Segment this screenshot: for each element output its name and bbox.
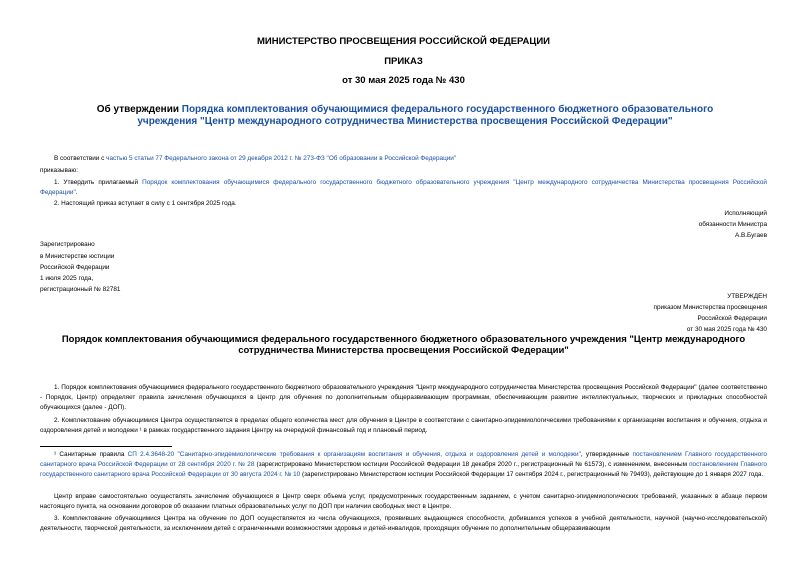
registration-line-2: в Министерстве юстиции xyxy=(40,253,115,260)
approval-line-1: УТВЕРЖДЕН xyxy=(727,293,767,300)
registration-line-4: 1 июля 2025 года, xyxy=(40,275,94,282)
item-2: 2. Настоящий приказ вступает в силу с 1 сентября 2025 года. xyxy=(54,200,237,207)
item-1-suffix: . xyxy=(75,189,78,196)
doc-type-heading: ПРИКАЗ xyxy=(384,56,423,67)
footnote-mid-1: , утвержденные xyxy=(580,451,633,458)
doc-date: от 30 мая 2025 года № 430 xyxy=(342,75,465,86)
procedure-item-2-paragraph-2: Центр вправе самостоятельно осуществлять зачисление обучающихся в Центр сверх объема услуг, предусмотренных государственным заданием, с учетом санитарно-эпидемиологических требований, указанных в абзаце первом настоящего пункта, на основании договоров об оказании платных образовательных услуг по ДОП при наличии свободных мест в Центре. xyxy=(40,493,767,510)
footnote-divider xyxy=(40,446,172,447)
intro-paragraph xyxy=(54,154,456,164)
ministry-heading: МИНИСТЕРСТВО ПРОСВЕЩЕНИЯ РОССИЙСКОЙ ФЕДЕРАЦИИ xyxy=(256,36,551,47)
resolution-10-link[interactable]: постановлением Главного государственного санитарного врача Российской Федерации от 30 августа 2024 г. № 10 xyxy=(40,461,767,478)
signature-line-1: Исполняющий xyxy=(724,210,767,217)
procedure-link[interactable]: Порядок комплектования обучающимися федерального государственного бюджетного образовательного учреждения "Центр международного сотрудничества Министерства просвещения Российской Федерации" xyxy=(40,179,767,196)
approval-line-4: от 30 мая 2025 года № 430 xyxy=(686,326,767,333)
procedure-title: Порядок комплектования обучающимися федерального государственного бюджетного образовательного учреждения "Центр международного сотрудничества Министерства просвещения Российской Федерации" xyxy=(61,334,746,356)
intro-prefix: В соответствии с xyxy=(54,155,107,162)
approval-line-3: Российской Федерации xyxy=(697,315,767,322)
order-word: приказываю: xyxy=(40,167,78,174)
item-1 xyxy=(40,178,767,198)
footnote xyxy=(40,450,767,480)
procedure-item-1: 1. Порядок комплектования обучающимися федерального государственного бюджетного образовательного учреждения "Центр международного сотрудничества Министерства просвещения Российской Федерации" (далее соответственно - Порядок, Центр) определяет правила зачисления обучающихся в Центр для обучения по дополнительным общеразвивающим программам, обеспечивающим развитие интеллектуальных, творческих и прикладных способностей обучающихся (далее - ДОП). xyxy=(40,384,767,411)
order-title-prefix: Об утверждении xyxy=(96,104,182,115)
signature-name: А.В.Бугаев xyxy=(734,232,767,239)
footnote-prefix: ¹ Санитарные правила xyxy=(54,451,128,458)
registration-number: регистрационный № 82781 xyxy=(40,286,121,293)
footnote-suffix: (зарегистрировано Министерством юстиции Российской Федерации 17 сентября 2024 г., регистрационный № 79493), действующие до 1 января 2027 года. xyxy=(300,471,764,478)
resolution-28-link[interactable]: постановлением Главного государственного санитарного врача Российской Федерации от 28 сентября 2020 г. № 28 xyxy=(40,451,767,468)
registration-line-1: Зарегистрировано xyxy=(40,241,95,248)
federal-law-link[interactable]: частью 5 статьи 77 Федерального закона от 29 декабря 2012 г. № 273-ФЗ "Об образовании в Российской Федерации" xyxy=(106,155,457,162)
approval-line-2: приказом Министерства просвещения xyxy=(653,304,767,311)
order-title xyxy=(70,104,740,128)
sanitary-rules-link[interactable]: СП 2.4.3648-20 "Санитарно-эпидемиологические требования к организациям воспитания и обучения, отдыха и оздоровления детей и молодежи" xyxy=(127,451,581,458)
procedure-item-2: 2. Комплектование обучающимися Центра осуществляется в пределах общего количества мест для обучения в Центре в соответствии с санитарно-эпидемиологическими требованиями к организациям воспитания и обучения, отдыха и оздоровления детей и молодежи ¹ в рамках государственного задания Центру на очередной финансовый год и плановый период. xyxy=(40,417,767,434)
footnote-mid-2: (зарегистрировано Министерством юстиции Российской Федерации 18 декабря 2020 г., регистрационный № 61573), с изменением, внесенным xyxy=(254,461,690,468)
procedure-item-3: 3. Комплектование обучающимися Центра на обучение по ДОП осуществляется из числа обучающихся, проявивших выдающиеся способности, добившихся успехов в учебной деятельности, научной (научно-исследовательской) деятельности, творческой деятельности, за исключением детей с ограниченными возможностями здоровья и детей-инвалидов, проходящих обучение по дополнительным общеразвивающим xyxy=(40,515,767,532)
registration-line-3: Российской Федерации xyxy=(40,264,110,271)
order-title-link[interactable]: Порядка комплектования обучающимися федерального государственного бюджетного образовательного учреждения "Центр международного сотрудничества Министерства просвещения Российской Федерации" xyxy=(137,104,714,127)
signature-line-2: обязанности Министра xyxy=(698,221,767,228)
item-1-prefix: 1. Утвердить прилагаемый xyxy=(54,179,143,186)
